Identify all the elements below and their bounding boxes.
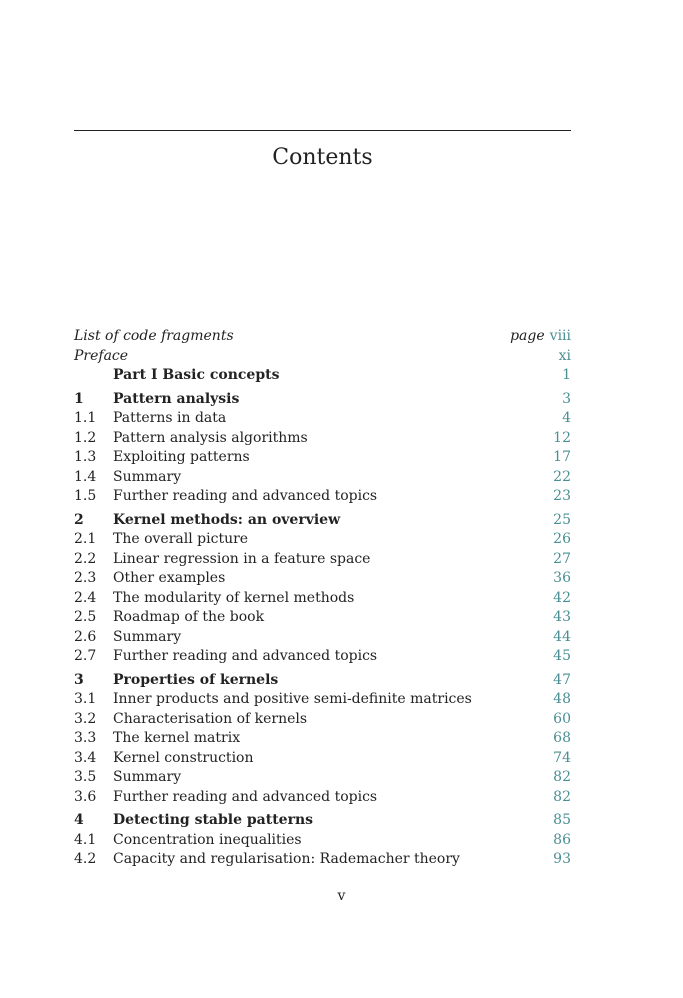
- toc-entry-number: 1.5: [74, 488, 97, 504]
- toc-entry-label: Further reading and advanced topics: [113, 788, 378, 805]
- toc-entry-label: Summary: [113, 628, 182, 645]
- toc-entry-label: Roadmap of the book: [113, 609, 265, 625]
- toc-page-link[interactable]: 45: [553, 648, 571, 664]
- toc-page-link[interactable]: 82: [553, 788, 571, 805]
- toc-page-link[interactable]: 60: [553, 710, 571, 727]
- page-number: v: [337, 888, 346, 904]
- toc-entry-number: 2.1: [74, 531, 97, 547]
- toc-chapter-entry[interactable]: [74, 511, 571, 531]
- toc-page-link[interactable]: 82: [553, 769, 571, 785]
- toc-entry-number: 4: [74, 812, 84, 828]
- toc-entry-number: 2.2: [74, 550, 97, 567]
- toc-entry-label: Other examples: [113, 570, 226, 586]
- toc-entry-number: 1.2: [74, 429, 97, 446]
- page-word: page: [510, 328, 545, 344]
- toc-entry-number: 1.1: [74, 410, 97, 426]
- toc-front-entry[interactable]: [74, 347, 571, 367]
- toc-entry-label: The kernel matrix: [113, 730, 241, 746]
- toc-entry-label: Kernel construction: [113, 749, 254, 766]
- toc-entry-number: 4.1: [74, 831, 97, 848]
- toc-entry-number: 3.3: [74, 730, 97, 746]
- toc-page-link[interactable]: 44: [553, 628, 571, 645]
- toc-entry-label: Linear regression in a feature space: [113, 550, 371, 567]
- toc-entry-label: Summary: [113, 468, 182, 485]
- toc-section-entry[interactable]: [74, 589, 571, 609]
- toc-page-link[interactable]: 43: [553, 609, 571, 625]
- toc-entry-number: 3: [74, 671, 84, 688]
- toc-page-link[interactable]: 36: [553, 570, 571, 586]
- toc-page-link[interactable]: 23: [553, 488, 571, 504]
- table-of-contents: [74, 327, 571, 870]
- toc-entry-label: The overall picture: [113, 531, 249, 547]
- toc-page-link[interactable]: 17: [553, 449, 571, 465]
- toc-entry-number: 2.5: [74, 609, 97, 625]
- toc-page-link[interactable]: 86: [553, 831, 571, 848]
- toc-section-entry[interactable]: [74, 749, 571, 769]
- toc-entry-number: 1: [74, 390, 84, 407]
- toc-entry-number: 2.3: [74, 570, 97, 586]
- toc-page-link[interactable]: 12: [553, 429, 571, 446]
- toc-section-entry[interactable]: [74, 487, 571, 507]
- toc-section-entry[interactable]: [74, 409, 571, 429]
- toc-section-entry[interactable]: [74, 647, 571, 667]
- toc-entry-number: 2.4: [74, 589, 97, 606]
- toc-page-link[interactable]: 27: [553, 550, 571, 567]
- toc-page-link[interactable]: 22: [553, 468, 571, 485]
- toc-entry-label: Patterns in data: [113, 410, 227, 426]
- toc-section-entry[interactable]: [74, 530, 571, 550]
- toc-section-entry[interactable]: [74, 831, 571, 851]
- toc-section-entry[interactable]: [74, 710, 571, 730]
- toc-entry-label: The modularity of kernel methods: [113, 589, 355, 606]
- toc-entries: [74, 366, 571, 870]
- toc-page-link[interactable]: 25: [553, 511, 571, 528]
- toc-section-entry[interactable]: [74, 729, 571, 749]
- toc-entry-label: Pattern analysis algorithms: [113, 429, 308, 446]
- toc-chapter-entry[interactable]: [74, 390, 571, 410]
- toc-section-entry[interactable]: [74, 768, 571, 788]
- toc-page-link[interactable]: 4: [562, 410, 571, 426]
- contents-heading: Contents: [272, 145, 373, 170]
- toc-entry-number: 1.4: [74, 468, 97, 485]
- toc-section-entry[interactable]: [74, 429, 571, 449]
- toc-entry-number: 1.3: [74, 449, 97, 465]
- toc-entry-label: Further reading and advanced topics: [113, 488, 378, 504]
- toc-page-link[interactable]: 42: [553, 589, 571, 606]
- toc-chapter-entry[interactable]: [74, 811, 571, 831]
- toc-page-link[interactable]: 74: [553, 749, 571, 766]
- toc-entry-number: 3.1: [74, 691, 97, 707]
- toc-page-link[interactable]: 26: [553, 531, 571, 547]
- toc-section-entry[interactable]: [74, 468, 571, 488]
- toc-page-link[interactable]: 1: [562, 367, 571, 383]
- toc-page-link[interactable]: 47: [553, 671, 571, 688]
- toc-entry-number: 2.7: [74, 648, 97, 664]
- toc-page-link[interactable]: viii: [549, 328, 571, 344]
- toc-page-link[interactable]: xi: [558, 347, 571, 364]
- toc-entry-label: Summary: [113, 769, 182, 785]
- toc-section-entry[interactable]: [74, 850, 571, 870]
- toc-entry-number: 4.2: [74, 851, 97, 867]
- toc-entry-label: Inner products and positive semi-definite matrices: [113, 691, 472, 707]
- toc-entry-label: Detecting stable patterns: [113, 812, 314, 828]
- toc-entry-label: Exploiting patterns: [113, 449, 250, 465]
- toc-section-entry[interactable]: [74, 550, 571, 570]
- toc-section-entry[interactable]: [74, 448, 571, 468]
- toc-page-link[interactable]: 48: [553, 691, 571, 707]
- toc-page-link[interactable]: 68: [553, 730, 571, 746]
- toc-entry-number: 3.5: [74, 769, 97, 785]
- toc-entry-page[interactable]: [510, 327, 571, 347]
- toc-page-link[interactable]: 85: [553, 812, 571, 828]
- toc-entry-number: 2.6: [74, 628, 97, 645]
- toc-entry-label: Capacity and regularisation: Rademacher theory: [113, 851, 460, 867]
- toc-front-entry[interactable]: [74, 327, 571, 347]
- toc-entry-number: 3.4: [74, 749, 97, 766]
- toc-entry-label: Pattern analysis: [113, 390, 240, 407]
- toc-entry-label: Further reading and advanced topics: [113, 648, 378, 664]
- toc-entry-number: 3.2: [74, 710, 97, 727]
- toc-entry-label: Kernel methods: an overview: [113, 511, 341, 528]
- toc-chapter-entry[interactable]: [74, 671, 571, 691]
- toc-section-entry[interactable]: [74, 788, 571, 808]
- toc-page-link[interactable]: 93: [553, 851, 571, 867]
- toc-entry-label: List of code fragments: [74, 328, 234, 344]
- toc-section-entry[interactable]: [74, 628, 571, 648]
- toc-part-entry[interactable]: [74, 366, 571, 386]
- toc-entry-label: Characterisation of kernels: [113, 710, 308, 727]
- toc-entry-number: 2: [74, 511, 84, 528]
- toc-entry-label: Properties of kernels: [113, 671, 279, 688]
- toc-section-entry[interactable]: [74, 690, 571, 710]
- toc-entry-label: Part I Basic concepts: [113, 367, 280, 383]
- toc-entry-number: 3.6: [74, 788, 97, 805]
- toc-page-link[interactable]: 3: [562, 390, 571, 407]
- toc-entry-label: Concentration inequalities: [113, 831, 302, 848]
- toc-section-entry[interactable]: [74, 608, 571, 628]
- toc-section-entry[interactable]: [74, 569, 571, 589]
- top-rule: [74, 130, 571, 131]
- toc-entry-label: Preface: [74, 347, 129, 364]
